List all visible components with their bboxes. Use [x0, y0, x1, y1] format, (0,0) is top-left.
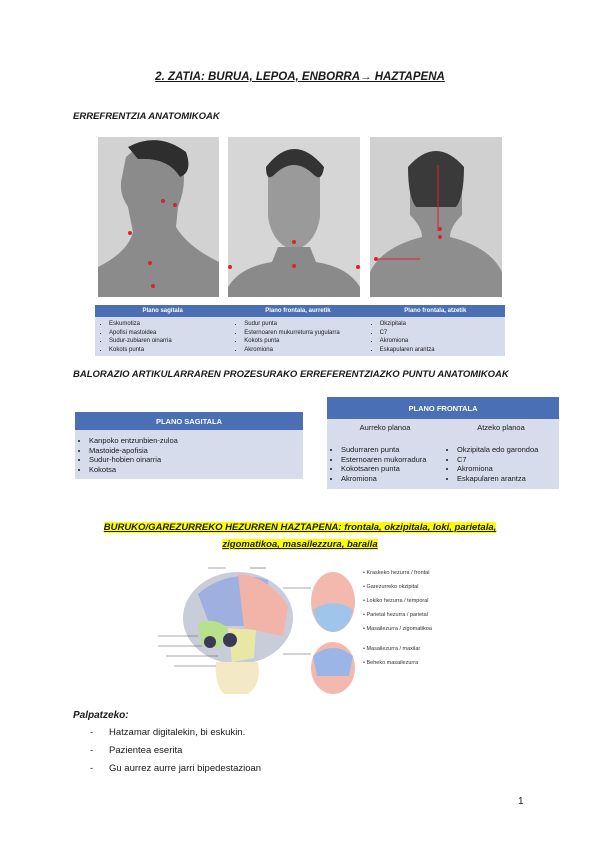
- table1-header-sagittal: Plano sagitala: [95, 305, 230, 317]
- frontal-col-back: [443, 435, 559, 489]
- list-item: • Eskapularen arantza: [457, 474, 559, 484]
- list-item: • Sudurraren punta: [341, 445, 443, 455]
- frontal-table-header: PLANO FRONTALA: [327, 397, 559, 419]
- legend-item: • Lokiko hezurra / temporal: [363, 598, 429, 604]
- palpatzeko-item: - Hatzamar digitalekin, bi eskukin.: [90, 727, 246, 738]
- list-item: • Kokots punta: [244, 337, 365, 346]
- list-item: • Apofisi mastoidea: [109, 329, 230, 338]
- page-number: 1: [518, 796, 524, 807]
- list-item: • Mastoide-apofisia: [89, 446, 303, 456]
- table1-header-back: Plano frontala, atzetik: [366, 305, 505, 317]
- sagittal-table-header: PLANO SAGITALA: [75, 412, 303, 430]
- skull-heading: [0, 519, 600, 553]
- list-item: • Kokotsa: [89, 465, 303, 475]
- table1-col-front: [230, 317, 365, 356]
- palpatzeko-item: - Pazientea eserita: [90, 745, 183, 756]
- list-item: • Akromiona: [380, 337, 505, 346]
- photo-back: [370, 137, 502, 297]
- list-item: • Esternoaren mukorradura: [341, 455, 443, 465]
- skull-illustration: [158, 566, 518, 701]
- page-title: 2. ZATIA: BURUA, LEPOA, ENBORRA→ HAZTAPENA: [155, 71, 445, 83]
- list-item: • Kokots punta: [109, 346, 230, 355]
- frontal-sub-front: Aurreko planoa: [327, 419, 443, 435]
- legend-item: • Parietal hezurra / parietal: [363, 612, 428, 618]
- list-item: • Okzipitala: [380, 320, 505, 329]
- table1-header-front: Plano frontala, aurretik: [230, 305, 365, 317]
- list-item: • Akromiona: [457, 464, 559, 474]
- list-item: • Eskumotiza: [109, 320, 230, 329]
- sagittal-table-body: [75, 430, 303, 479]
- skull-heading-line2: zigomatikoa, masailezzura, baraila: [222, 539, 378, 550]
- list-item: • Akromiona: [244, 346, 365, 355]
- list-item: • Eskapularen arantza: [380, 346, 505, 355]
- list-item: • Kanpoko entzunbien-zuloa: [89, 436, 303, 446]
- section-heading-articular: BALORAZIO ARTIKULARRAREN PROZESURAKO ERREFERENTZIAZKO PUNTU ANATOMIKOAK: [73, 369, 509, 380]
- palpatzeko-item: - Gu aurrez aurre jarri bipedestazioan: [90, 763, 262, 774]
- legend-item: • Garezurreko okzipital: [363, 584, 419, 590]
- reference-table: [95, 305, 505, 356]
- list-item: • Sudur-hobien oinarria: [89, 455, 303, 465]
- legend-item: • Masailezurra / zigomatikoa: [363, 626, 432, 632]
- frontal-sub-back: Atzeko planoa: [443, 419, 559, 435]
- palpatzeko-heading: Palpatzeko:: [73, 710, 129, 721]
- list-item: • Sudur-zubiaren oinarria: [109, 337, 230, 346]
- list-item: • Okzipitala edo garondoa: [457, 445, 559, 455]
- photo-front: [228, 137, 360, 297]
- list-item: • Sudur punta: [244, 320, 365, 329]
- table1-col-back: [366, 317, 505, 356]
- frontal-table: [327, 397, 559, 489]
- skull-heading-line1: BURUKO/GAREZURREKO HEZURREN HAZTAPENA: frontala, okzipitala, loki, parietala,: [103, 522, 497, 533]
- photo-profile: [98, 137, 219, 297]
- list-item: • Akromiona: [341, 474, 443, 484]
- legend-item: • Beheko masailezurra: [363, 660, 419, 666]
- frontal-col-front: [327, 435, 443, 489]
- skull-legend: [363, 570, 432, 666]
- section-heading-references: ERREFRENTZIA ANATOMIKOAK: [73, 111, 220, 122]
- sagittal-table: [75, 412, 303, 479]
- list-item: • C7: [457, 455, 559, 465]
- list-item: • C7: [380, 329, 505, 338]
- list-item: • Kokotsaren punta: [341, 464, 443, 474]
- legend-item: • Kraskeko hezurra / frontal: [363, 570, 430, 576]
- legend-item: • Masailezurra / maxilar: [363, 646, 421, 652]
- list-item: • Esternoaren mukurreturra yugularra: [244, 329, 365, 338]
- table1-col-sagittal: [95, 317, 230, 356]
